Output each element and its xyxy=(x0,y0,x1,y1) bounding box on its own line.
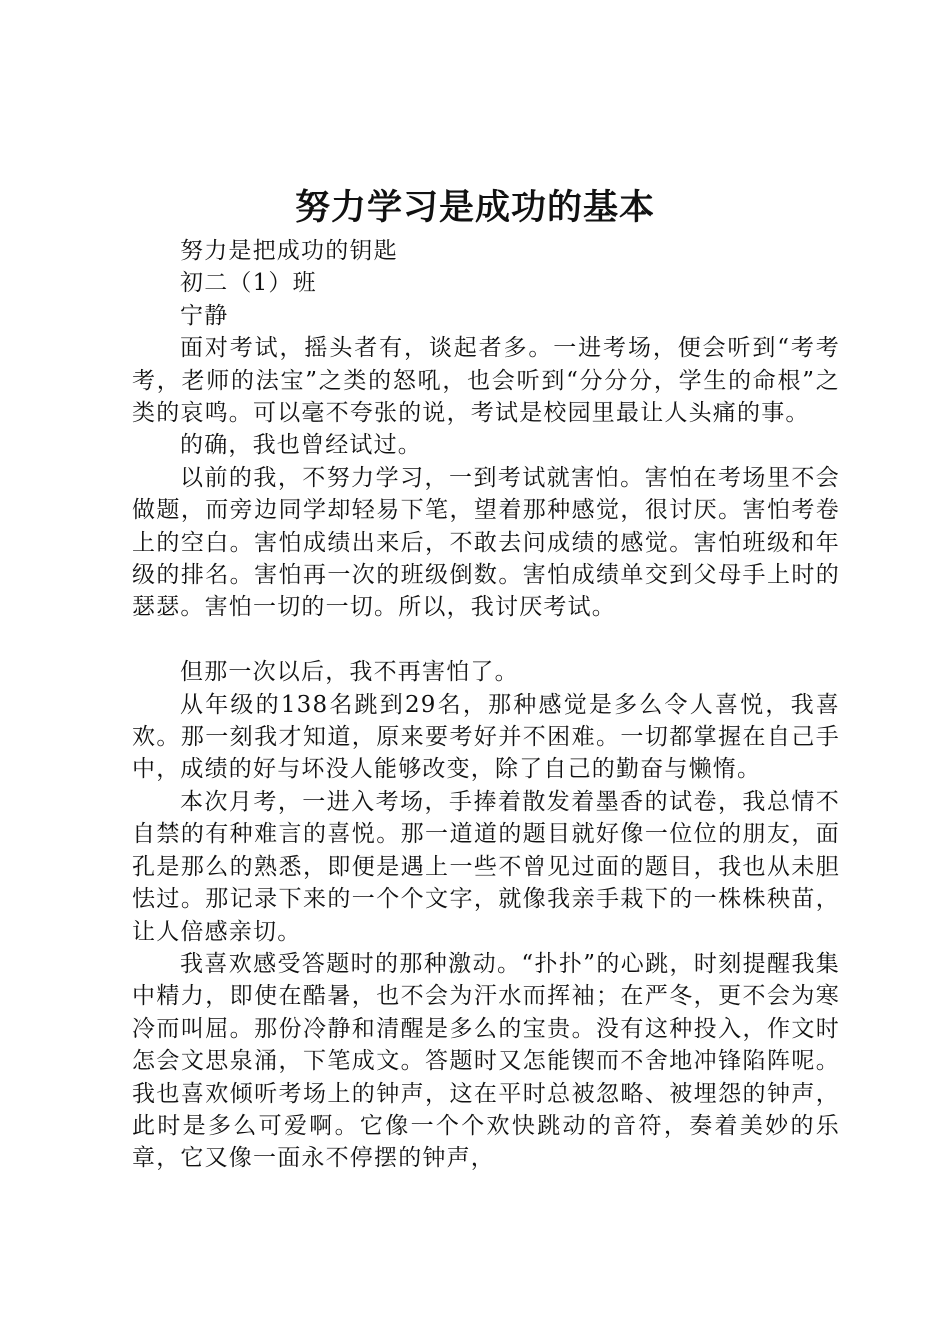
paragraph: 的确，我也曾经试过。 xyxy=(180,432,422,459)
blank-line xyxy=(132,624,840,656)
paragraph: 但那一次以后，我不再害怕了。 xyxy=(180,659,519,686)
author-line: 宁静 xyxy=(180,302,229,329)
paragraph: 以前的我，不努力学习，一到考试就害怕。害怕在考场里不会做题，而旁边同学却轻易下笔，望着那种感觉，很讨厌。害怕考卷上的空白。害怕成绩出来后，不敢去问成绩的感觉。害怕班级和年级的排名。害怕再一次的班级倒数。害怕成绩单交到父母手上时的瑟瑟。害怕一切的一切。所以，我讨厌考试。 xyxy=(132,464,840,621)
paragraph: 面对考试，摇头者有，谈起者多。一进考场，便会听到“考考考，老师的法宝”之类的怒吼，也会听到“分分分，学生的命根”之类的哀鸣。可以毫不夸张的说，考试是校园里最让人头痛的事。 xyxy=(132,335,840,427)
class-line: 初二（1）班 xyxy=(180,270,317,297)
document-body xyxy=(132,235,840,1175)
subtitle-line: 努力是把成功的钥匙 xyxy=(180,238,398,264)
paragraph: 我喜欢感受答题时的那种激动。“扑扑”的心跳，时刻提醒我集中精力，即使在酷暑，也不会为汗水而挥袖；在严冬，更不会为寒冷而叫屈。那份冷静和清醒是多么的宝贵。没有这种投入，作文时怎会文思泉涌，下笔成文。答题时又怎能锲而不舍地冲锋陷阵呢。我也喜欢倾听考场上的钟声，这在平时总被忽略、被埋怨的钟声，此时是多么可爱啊。它像一个个欢快跳动的音符，奏着美妙的乐章，它又像一面永不停摆的钟声， xyxy=(132,950,840,1172)
paragraph: 本次月考，一进入考场，手捧着散发着墨香的试卷，我总情不自禁的有种难言的喜悦。那一道道的题目就好像一位位的朋友，面孔是那么的熟悉，即便是遇上一些不曾见过面的题目，我也从未胆怯过。那记录下来的一个个文字，就像我亲手栽下的一株株秧苗，让人倍感亲切。 xyxy=(132,788,840,945)
document-title: 努力学习是成功的基本 xyxy=(294,188,655,228)
paragraph: 从年级的138名跳到29名，那种感觉是多么令人喜悦，我喜欢。那一刻我才知道，原来要考好并不困难。一切都掌握在自己手中，成绩的好与坏没人能够改变，除了自己的勤奋与懒惰。 xyxy=(132,691,840,783)
